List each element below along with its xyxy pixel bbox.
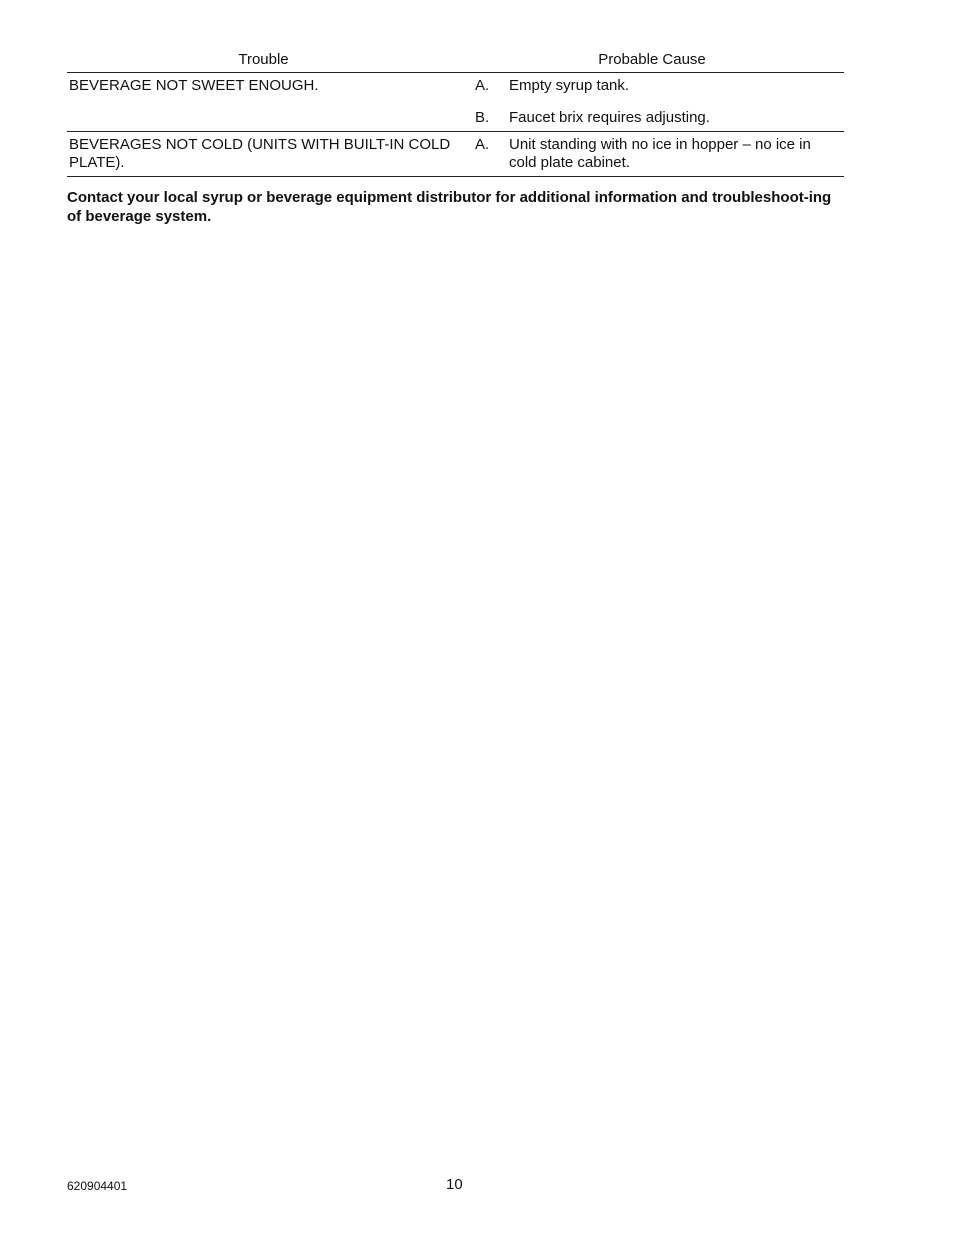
trouble-cell: BEVERAGES NOT COLD (UNITS WITH BUILT-IN COLD PLATE). [67,132,460,177]
cause-text: Unit standing with no ice in hopper – no ice in cold plate cabinet. [509,132,844,177]
trouble-cell: BEVERAGE NOT SWEET ENOUGH. [67,73,460,132]
header-trouble: Trouble [67,47,460,73]
contact-note: Contact your local syrup or beverage equipment distributor for additional information and troubleshoot-ing of beverage system. [67,189,832,225]
page-number: 10 [446,1176,463,1193]
troubleshooting-table [67,47,844,177]
table-header-row [67,47,844,73]
header-probable-cause: Probable Cause [460,47,844,73]
table-row [67,132,844,177]
cause-text: Empty syrup tank. [509,77,630,94]
cause-text: Faucet brix requires adjusting. [509,99,844,132]
cause-letter: A. [475,77,490,94]
document-number: 620904401 [67,1179,128,1193]
cause-letter: A. [460,132,509,177]
cause-letter: B. [460,99,509,132]
table-row [67,73,844,100]
